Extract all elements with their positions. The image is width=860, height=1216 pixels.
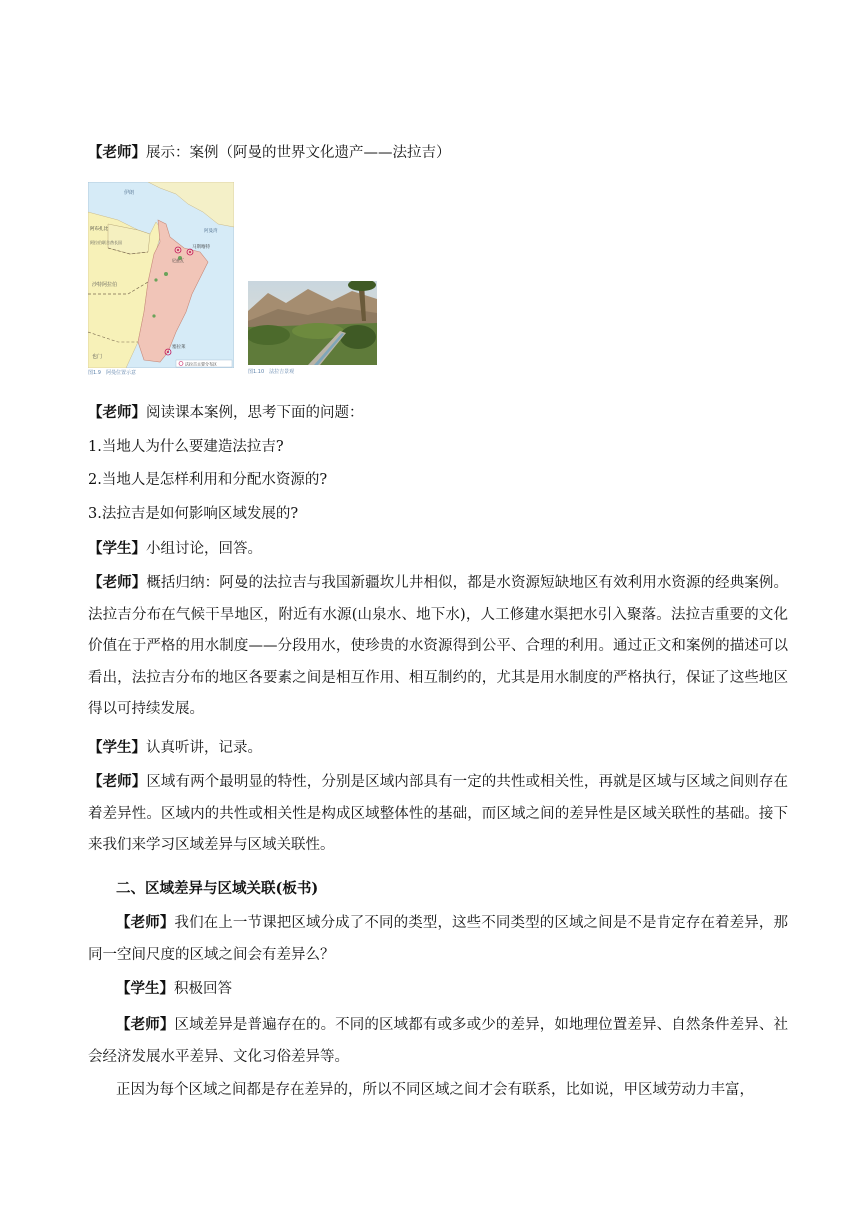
oman-map-figure [88, 182, 234, 376]
paragraph-text: 区域有两个最明显的特性，分别是区域内部具有一定的共性或相关性，再就是区域与区域之间则存在着差异性。区域内的共性或相关性是构成区域整体性的基础，而区域之间的差异性是区域关联性的基础。接下来我们来学习区域差异与区域关联性。 [88, 774, 788, 853]
paragraph-intro [88, 137, 788, 170]
paragraph-text: 展示：案例（阿曼的世界文化遗产——法拉吉） [146, 145, 451, 161]
paragraph-student-discussion [88, 533, 788, 566]
falaj-photo [248, 281, 377, 365]
paragraph-text: 小组讨论，回答。 [146, 541, 262, 557]
question-1: 1.当地人为什么要建造法拉吉? [88, 439, 284, 455]
question-2: 2.当地人是怎样利用和分配水资源的? [88, 472, 328, 488]
sea-label: 伊朗 [124, 190, 135, 196]
speaker-tag: 【老师】 [88, 574, 147, 591]
speaker-tag: 【老师】 [88, 773, 147, 790]
section-heading: 二、区域差异与区域关联(板书) [116, 880, 319, 897]
paragraph-student-answer [88, 973, 788, 1006]
city-label: 阿布扎比 [90, 227, 108, 232]
oman-map [88, 182, 234, 368]
paragraph-text: 阅读课本案例，思考下面的问题： [146, 405, 364, 421]
city-label: 塞拉莱 [172, 345, 186, 350]
map-caption: 图1.9 阿曼位置示意 [88, 370, 136, 376]
paragraph-difference [88, 1009, 788, 1073]
falaj-photo-figure [248, 281, 377, 376]
paragraph-student-listen [88, 732, 788, 765]
speaker-tag: 【老师】 [88, 144, 146, 161]
map-legend-label: 法拉吉主要分布区 [185, 361, 217, 367]
country-label: 沙特阿拉伯 [92, 282, 118, 288]
paragraph-text: 认真听讲，记录。 [146, 740, 262, 756]
country-label: 阿拉伯联合酋长国 [90, 240, 122, 245]
sea-label: 阿曼湾 [204, 229, 218, 234]
country-label: 也门 [92, 354, 103, 360]
question-3: 3.法拉吉是如何影响区域发展的? [88, 506, 299, 522]
city-label: 尼兹瓦 [172, 258, 184, 263]
speaker-tag: 【老师】 [88, 404, 146, 421]
paragraph-prompt [88, 397, 788, 430]
city-label: 马斯喀特 [192, 245, 210, 250]
speaker-tag: 【学生】 [88, 739, 146, 756]
paragraph-connection: 正因为每个区域之间都是存在差异的，所以不同区域之间才会有联系，比如说，甲区域劳动力丰富， [116, 1082, 754, 1098]
paragraph-question-types [88, 907, 788, 971]
speaker-tag: 【老师】 [116, 914, 175, 931]
paragraph-region-traits [88, 766, 788, 862]
paragraph-summary [88, 567, 788, 726]
paragraph-text: 我们在上一节课把区域分成了不同的类型，这些不同类型的区域之间是不是肯定存在着差异，那同一空间尺度的区域之间会有差异么？ [88, 915, 789, 963]
speaker-tag: 【学生】 [116, 980, 174, 997]
paragraph-text: 概括归纳：阿曼的法拉吉与我国新疆坎儿井相似，都是水资源短缺地区有效利用水资源的经典案例。法拉吉分布在气候干旱地区，附近有水源(山泉水、地下水)，人工修建水渠把水引入聚落。法拉吉重要的文化价值在于严格的用水制度——分段用水，使珍贵的水资源得到公平、合理的利用。通过正文和案例的描述可以看出，法拉吉分布的地区各要素之间是相互作用、相互制约的，尤其是用水制度的严格执行，保证了这些地区得以可持续发展。 [88, 575, 788, 717]
paragraph-text: 区域差异是普遍存在的。不同的区域都有或多或少的差异，如地理位置差异、自然条件差异、社会经济发展水平差异、文化习俗差异等。 [88, 1017, 789, 1065]
speaker-tag: 【学生】 [88, 540, 146, 557]
paragraph-text: 积极回答 [174, 981, 232, 997]
photo-caption: 图1.10 法拉吉景观 [248, 369, 295, 375]
speaker-tag: 【老师】 [116, 1016, 175, 1033]
